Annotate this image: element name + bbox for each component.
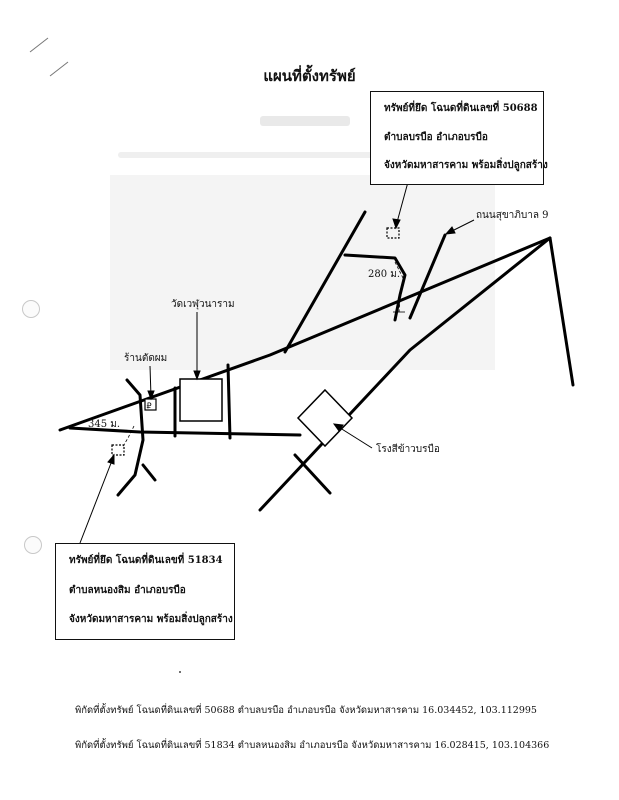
scan-dot (179, 671, 181, 673)
temple-wall (228, 365, 230, 438)
side-road (550, 238, 573, 385)
side-road (410, 235, 445, 318)
scan-mark (30, 38, 48, 52)
arrow-head (393, 219, 400, 228)
distance-label-345: 345 ม. (88, 419, 121, 430)
arrow-head (108, 455, 114, 464)
road-label: ถนนสุขาภิบาล 9 (476, 210, 549, 221)
rice-mill-building (298, 390, 352, 446)
property-2-title: ทรัพย์ที่ยึด โฉนดที่ดินเลขที่ 51834 (69, 555, 223, 566)
distance-path-2 (122, 426, 134, 448)
side-road (118, 380, 143, 495)
arrow-head (194, 371, 200, 379)
property-1-title: ทรัพย์ที่ยึด โฉนดที่ดินเลขที่ 50688 (384, 103, 538, 114)
rice-mill-label: โรงสีข้าวบรบือ (376, 444, 440, 455)
temple-building (180, 379, 222, 421)
barber-shop-icon: ₽ (146, 401, 152, 411)
leader-line (80, 458, 113, 543)
main-road (60, 238, 550, 430)
property-2-province: จังหวัดมหาสารคาม พร้อมสิ่งปลูกสร้าง (69, 614, 233, 625)
distance-label-280: 280 ม. (368, 269, 401, 280)
page-title: แผนที่ตั้งทรัพย์ (263, 67, 356, 85)
property-1-plot (387, 228, 399, 238)
property-2-subdistrict: ตำบลหนองสิม อำเภอบรบือ (69, 585, 186, 596)
barber-label: ร้านตัดผม (124, 353, 168, 364)
property-1-subdistrict: ตำบลบรบือ อำเภอบรบือ (384, 132, 488, 143)
arrow-head (446, 227, 455, 234)
coordinates-line-2: พิกัดที่ตั้งทรัพย์ โฉนดที่ดินเลขที่ 51834 ตำบลหนองสิม อำเภอบรบือ จังหวัดมหาสารคาม 16.028415, 103.104366 (75, 740, 550, 751)
temple-label: วัดเวฬุวนาราม (171, 299, 235, 310)
property-1-info-box (370, 91, 548, 185)
coordinates-line-1: พิกัดที่ตั้งทรัพย์ โฉนดที่ดินเลขที่ 50688 ตำบลบรบือ อำเภอบรบือ จังหวัดมหาสารคาม 16.034452, 103.112995 (75, 705, 537, 716)
property-2-plot (112, 445, 124, 455)
property-1-province: จังหวัดมหาสารคาม พร้อมสิ่งปลูกสร้าง (384, 160, 548, 171)
property-2-info-box (55, 543, 235, 640)
side-road (143, 465, 155, 480)
scan-mark (50, 62, 68, 76)
side-road (295, 455, 330, 493)
leader-line (337, 426, 372, 448)
